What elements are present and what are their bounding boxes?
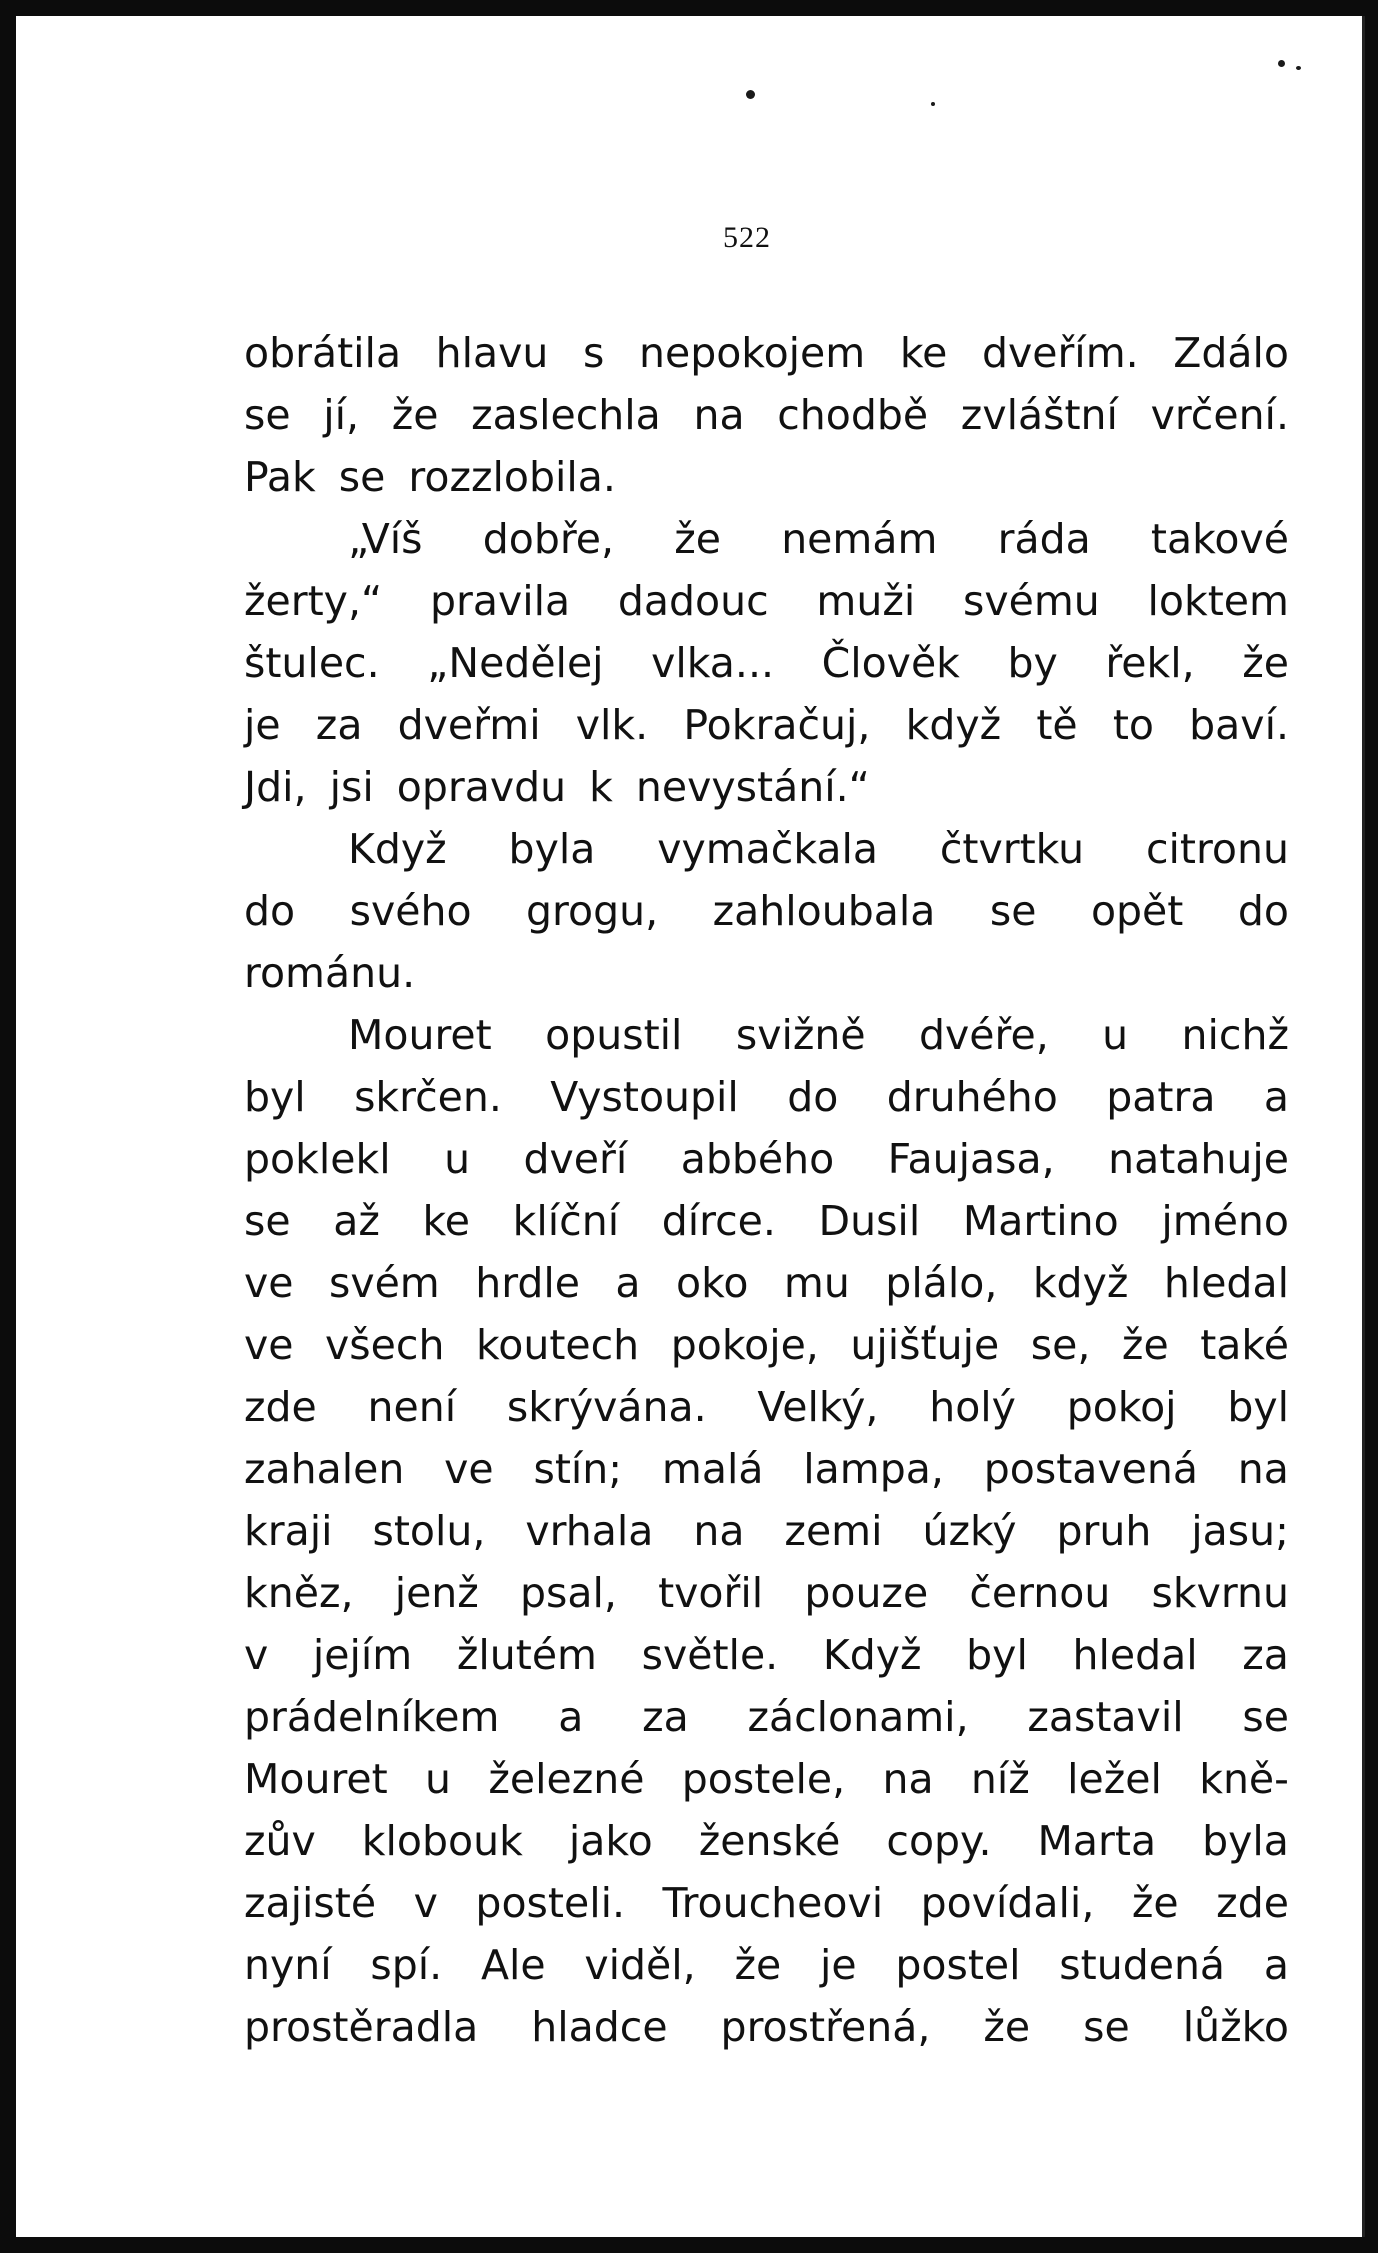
word: Mouret: [244, 1755, 388, 1803]
text-line: [244, 1252, 1289, 1314]
text-line: [244, 1934, 1289, 1996]
text-line: [244, 1996, 1289, 2058]
word: nepokojem: [638, 329, 866, 377]
word: prádelníkem: [244, 1693, 500, 1741]
word: copy.: [886, 1817, 992, 1865]
word: že: [1131, 1879, 1179, 1927]
word: posteli.: [475, 1879, 626, 1927]
word: „Víš: [348, 515, 423, 563]
body-text: [244, 322, 1289, 2058]
word: kněz,: [244, 1569, 354, 1617]
word: železné: [488, 1755, 645, 1803]
word: zvláštní: [960, 391, 1118, 439]
word: zaslechla: [471, 391, 661, 439]
word: vrčení.: [1150, 391, 1289, 439]
text-line: [244, 632, 1289, 694]
word: tě: [1036, 701, 1078, 749]
word: až: [333, 1197, 380, 1245]
word: citronu: [1145, 825, 1289, 873]
word: dobře,: [482, 515, 615, 563]
word: opustil: [545, 1011, 683, 1059]
word: Martino: [962, 1197, 1119, 1245]
word: pouze: [804, 1569, 929, 1617]
word: štulec.: [244, 639, 380, 687]
word: hladce: [531, 2003, 668, 2051]
word: „Nedělej: [427, 639, 604, 687]
word: žerty,“: [244, 577, 383, 625]
word: u: [425, 1755, 452, 1803]
word: vymačkala: [657, 825, 878, 873]
word: Zdálo: [1173, 329, 1289, 377]
word: viděl,: [584, 1941, 696, 1989]
text-line: [244, 570, 1289, 632]
word: nyní: [244, 1941, 332, 1989]
word: byl: [244, 1073, 306, 1121]
word: svého: [349, 887, 472, 935]
text-line: [244, 1376, 1289, 1438]
text-line: [244, 1686, 1289, 1748]
word: čtvrtku: [939, 825, 1085, 873]
word: zde: [244, 1383, 317, 1431]
word: skrčen.: [354, 1073, 502, 1121]
text-line: [244, 1190, 1289, 1252]
word: jenž: [394, 1569, 479, 1617]
word: by: [1007, 639, 1058, 687]
text-line: [244, 1314, 1289, 1376]
word: tvořil: [658, 1569, 764, 1617]
word: za: [642, 1693, 689, 1741]
word: pokoj: [1066, 1383, 1177, 1431]
word: ve: [444, 1445, 494, 1493]
text-line: [244, 1438, 1289, 1500]
word: do: [787, 1073, 839, 1121]
word: malá: [661, 1445, 764, 1493]
word: Mouret: [348, 1011, 492, 1059]
word: skvrnu: [1151, 1569, 1289, 1617]
text-line: Jdi, jsi opravdu k nevystání.“: [244, 763, 870, 811]
text-line: [244, 508, 1289, 570]
word: zahalen: [244, 1445, 405, 1493]
text-line: [244, 384, 1289, 446]
word: studená: [1059, 1941, 1226, 1989]
word: Velký,: [757, 1383, 879, 1431]
word: u: [1102, 1011, 1129, 1059]
word: vlk.: [575, 701, 649, 749]
page-number: 522: [723, 221, 771, 254]
word: spí.: [370, 1941, 443, 1989]
text-line: [244, 1128, 1289, 1190]
word: lampa,: [803, 1445, 944, 1493]
word: postel: [895, 1941, 1021, 1989]
word: do: [244, 887, 296, 935]
word: že: [1121, 1321, 1169, 1369]
word: hrdle: [475, 1259, 580, 1307]
word: klíční: [512, 1197, 620, 1245]
word: grogu,: [526, 887, 659, 935]
word: že: [734, 1941, 782, 1989]
word: žlutém: [456, 1631, 597, 1679]
word: abbého: [680, 1135, 835, 1183]
word: opět: [1090, 887, 1184, 935]
text-line: [244, 322, 1289, 384]
word: Faujasa,: [887, 1135, 1055, 1183]
word: za: [1242, 1631, 1289, 1679]
word: ve: [244, 1321, 294, 1369]
word: oko: [676, 1259, 749, 1307]
word: ke: [422, 1197, 471, 1245]
word: dveří: [523, 1135, 628, 1183]
text-line: Pak se rozzlobila.: [244, 453, 616, 501]
word: kraji: [244, 1507, 333, 1555]
word: byl: [1227, 1383, 1289, 1431]
word: dveřím.: [981, 329, 1139, 377]
word: dadouc: [617, 577, 769, 625]
word: poklekl: [244, 1135, 391, 1183]
word: na: [882, 1755, 934, 1803]
word: nemám: [781, 515, 938, 563]
word: ležel: [1067, 1755, 1162, 1803]
word: ke: [899, 329, 948, 377]
word: Když: [348, 825, 447, 873]
scan-speck: [931, 102, 935, 106]
word: ujišťuje: [850, 1321, 1000, 1369]
word: dírce.: [661, 1197, 776, 1245]
word: plálo,: [885, 1259, 998, 1307]
word: a: [615, 1259, 641, 1307]
word: na: [693, 1507, 745, 1555]
word: zajisté: [244, 1879, 377, 1927]
scan-speck: [1296, 66, 1301, 70]
word: holý: [929, 1383, 1016, 1431]
word: jako: [568, 1817, 653, 1865]
word: stín;: [533, 1445, 623, 1493]
word: když: [1032, 1259, 1129, 1307]
word: a: [1263, 1073, 1289, 1121]
word: svému: [962, 577, 1100, 625]
word: prostěradla: [244, 2003, 479, 2051]
text-line: [244, 1562, 1289, 1624]
word: zde: [1216, 1879, 1289, 1927]
word: povídali,: [920, 1879, 1095, 1927]
word: chodbě: [777, 391, 929, 439]
word: s: [583, 329, 605, 377]
word: úzký: [922, 1507, 1017, 1555]
text-line: románu.: [244, 949, 416, 997]
word: černou: [969, 1569, 1111, 1617]
word: je: [244, 701, 281, 749]
word: koutech: [475, 1321, 640, 1369]
word: také: [1200, 1321, 1289, 1369]
scan-speck: [1278, 60, 1285, 67]
book-page: [16, 16, 1365, 2237]
scan-speck: [746, 90, 755, 99]
word: mu: [783, 1259, 850, 1307]
word: stolu,: [372, 1507, 486, 1555]
word: za: [315, 701, 363, 749]
word: že: [674, 515, 721, 563]
word: jejím: [312, 1631, 413, 1679]
word: když: [905, 701, 1002, 749]
word: hledal: [1072, 1631, 1198, 1679]
word: patra: [1106, 1073, 1216, 1121]
word: u: [444, 1135, 471, 1183]
word: vlka...: [651, 639, 775, 687]
word: Vystoupil: [550, 1073, 739, 1121]
word: že: [391, 391, 439, 439]
word: do: [1237, 887, 1289, 935]
text-line: [244, 1004, 1289, 1066]
word: není: [367, 1383, 457, 1431]
word: že: [983, 2003, 1031, 2051]
word: v: [413, 1879, 438, 1927]
word: postavená: [983, 1445, 1198, 1493]
word: prostřená,: [720, 2003, 931, 2051]
word: dvéře,: [919, 1011, 1049, 1059]
word: Dusil: [818, 1197, 921, 1245]
word: se: [244, 391, 291, 439]
word: zahloubala: [712, 887, 936, 935]
word: byla: [508, 825, 596, 873]
word: to: [1112, 701, 1154, 749]
text-line: [244, 1872, 1289, 1934]
word: se,: [1030, 1321, 1091, 1369]
word: nichž: [1181, 1011, 1289, 1059]
word: takové: [1150, 515, 1289, 563]
word: hledal: [1163, 1259, 1289, 1307]
word: zastavil: [1027, 1693, 1184, 1741]
word: zův: [244, 1817, 316, 1865]
word: vrhala: [525, 1507, 654, 1555]
word: jasu;: [1191, 1507, 1289, 1555]
word: zemi: [784, 1507, 883, 1555]
text-line: [244, 818, 1289, 880]
text-line: [244, 1748, 1289, 1810]
word: lůžko: [1182, 2003, 1289, 2051]
word: níž: [970, 1755, 1030, 1803]
word: svém: [328, 1259, 440, 1307]
word: pruh: [1056, 1507, 1152, 1555]
word: se: [1083, 2003, 1130, 2051]
word: Pokračuj,: [683, 701, 871, 749]
word: skrývána.: [506, 1383, 707, 1431]
text-line: [244, 1810, 1289, 1872]
word: muži: [816, 577, 916, 625]
word: natahuje: [1108, 1135, 1289, 1183]
word: Marta: [1037, 1817, 1157, 1865]
word: obrátila: [244, 329, 402, 377]
word: světle.: [641, 1631, 779, 1679]
word: je: [819, 1941, 857, 1989]
word: řekl,: [1105, 639, 1195, 687]
word: postele,: [681, 1755, 846, 1803]
text-line: [244, 694, 1289, 756]
word: Ale: [480, 1941, 546, 1989]
text-line: [244, 1066, 1289, 1128]
word: dveřmi: [397, 701, 541, 749]
word: ženské: [698, 1817, 841, 1865]
word: všech: [325, 1321, 445, 1369]
word: jí,: [323, 391, 360, 439]
word: baví.: [1189, 701, 1289, 749]
word: záclonami,: [747, 1693, 969, 1741]
text-line: [244, 880, 1289, 942]
word: byla: [1202, 1817, 1289, 1865]
word: jméno: [1161, 1197, 1289, 1245]
word: na: [1237, 1445, 1289, 1493]
word: hlavu: [435, 329, 549, 377]
word: pokoje,: [670, 1321, 819, 1369]
word: a: [558, 1693, 584, 1741]
text-line: [244, 1500, 1289, 1562]
word: a: [1263, 1941, 1289, 1989]
word: že: [1242, 639, 1289, 687]
word: Člověk: [821, 639, 960, 687]
word: Troucheovi: [662, 1879, 884, 1927]
word: klobouk: [361, 1817, 523, 1865]
word: se: [989, 887, 1037, 935]
word: v: [244, 1631, 269, 1679]
word: kně-: [1199, 1755, 1289, 1803]
word: druhého: [886, 1073, 1058, 1121]
word: ráda: [997, 515, 1091, 563]
word: se: [1242, 1693, 1289, 1741]
word: ve: [244, 1259, 294, 1307]
word: se: [244, 1197, 291, 1245]
text-line: [244, 1624, 1289, 1686]
word: na: [693, 391, 745, 439]
word: loktem: [1147, 577, 1289, 625]
word: Když: [822, 1631, 922, 1679]
word: psal,: [519, 1569, 617, 1617]
word: svižně: [735, 1011, 866, 1059]
word: pravila: [429, 577, 571, 625]
word: byl: [966, 1631, 1028, 1679]
